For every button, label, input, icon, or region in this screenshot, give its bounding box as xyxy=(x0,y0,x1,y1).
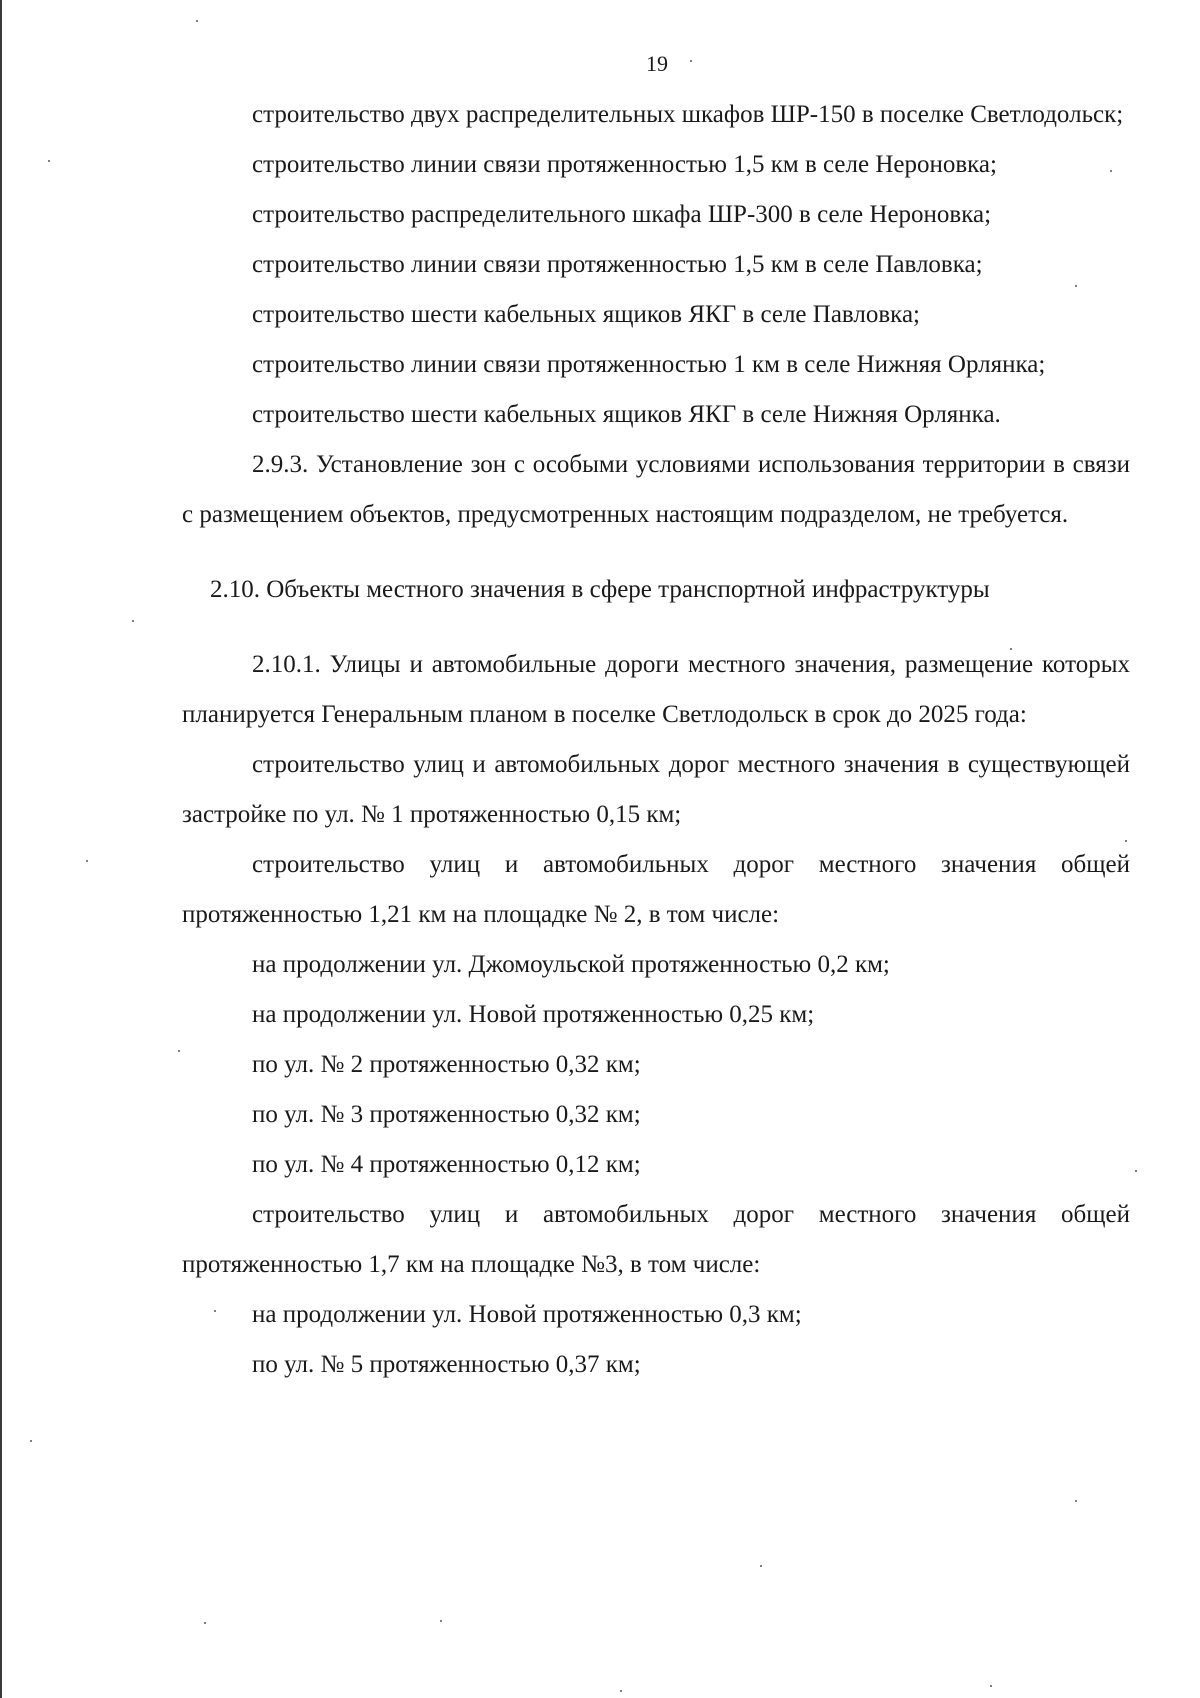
scan-speck xyxy=(1135,1170,1137,1172)
scan-speck xyxy=(1125,840,1127,842)
scan-speck xyxy=(178,1050,180,1052)
paragraph-distribution-cabinets-svetlodolsk: строительство двух распределительных шкафов ШР-150 в поселке Светлодольск; xyxy=(252,101,1124,128)
paragraph-cabinet-neronovka: строительство распределительного шкафа ШР-300 в селе Нероновка; xyxy=(252,201,992,228)
scan-speck xyxy=(1010,648,1012,650)
paragraph-section-2-9-3: 2.9.3. Установление зон с особыми условиями использования территории в связи с размещением объектов, предусмотренных настоящим подразделом, не требуется. xyxy=(182,451,1130,528)
scan-speck xyxy=(48,160,50,162)
list-item-novaya-site-3: на продолжении ул. Новой протяженностью 0,3 км; xyxy=(252,1301,802,1328)
scan-speck xyxy=(760,1565,762,1567)
list-item-street-3: по ул. № 3 протяженностью 0,32 км; xyxy=(252,1101,641,1128)
paragraph-site-3-roads: строительство улиц и автомобильных дорог местного значения общей протяженностью 1,7 км на площадке №3, в том числе: xyxy=(182,1201,1130,1278)
list-item-street-4: по ул. № 4 протяженностью 0,12 км; xyxy=(252,1151,641,1178)
scan-speck xyxy=(30,1440,32,1442)
list-item-street-5: по ул. № 5 протяженностью 0,37 км; xyxy=(252,1351,641,1378)
scan-speck xyxy=(196,20,198,22)
scan-speck xyxy=(1110,170,1112,172)
scan-speck xyxy=(204,1622,206,1624)
paragraph-cable-boxes-pavlovka: строительство шести кабельных ящиков ЯКГ в селе Павловка; xyxy=(252,301,920,328)
paragraph-comm-line-neronovka: строительство линии связи протяженностью 1,5 км в селе Нероновка; xyxy=(252,151,997,178)
paragraph-site-2-roads: строительство улиц и автомобильных дорог местного значения общей протяженностью 1,21 км на площадке № 2, в том числе: xyxy=(182,851,1130,928)
list-item-novaya-site-2: на продолжении ул. Новой протяженностью 0,25 км; xyxy=(252,1001,815,1028)
list-item-street-2: по ул. № 2 протяженностью 0,32 км; xyxy=(252,1051,641,1078)
list-item-dzhomoulskaya: на продолжении ул. Джомоульской протяженностью 0,2 км; xyxy=(252,951,890,978)
paragraph-section-2-10-1: 2.10.1. Улицы и автомобильные дороги местного значения, размещение которых планируется Генеральным планом в поселке Светлодольск в срок до 2025 года: xyxy=(182,651,1130,728)
page-number: 19 xyxy=(646,51,668,76)
page-edge-line xyxy=(0,0,2,1698)
scan-speck xyxy=(440,1620,442,1622)
scan-speck xyxy=(690,60,692,62)
scan-speck xyxy=(214,1310,216,1312)
scan-speck xyxy=(990,1685,992,1687)
document-body xyxy=(182,90,1130,1390)
paragraph-comm-line-nizhnyaya-orlyanka: строительство линии связи протяженностью 1 км в селе Нижняя Орлянка; xyxy=(252,351,1046,378)
scan-speck xyxy=(132,620,134,622)
scan-speck xyxy=(620,1690,622,1692)
paragraph-comm-line-pavlovka: строительство линии связи протяженностью 1,5 км в селе Павловка; xyxy=(252,251,983,278)
scan-speck xyxy=(86,860,88,862)
section-heading-2-10: 2.10. Объекты местного значения в сфере транспортной инфраструктуры xyxy=(210,576,990,603)
scan-speck xyxy=(1075,285,1077,287)
paragraph-cable-boxes-nizhnyaya-orlyanka: строительство шести кабельных ящиков ЯКГ в селе Нижняя Орлянка. xyxy=(252,401,1001,428)
paragraph-street-1: строительство улиц и автомобильных дорог местного значения в существующей застройке по ул. № 1 протяженностью 0,15 км; xyxy=(182,751,1130,828)
scan-speck xyxy=(1075,1500,1077,1502)
